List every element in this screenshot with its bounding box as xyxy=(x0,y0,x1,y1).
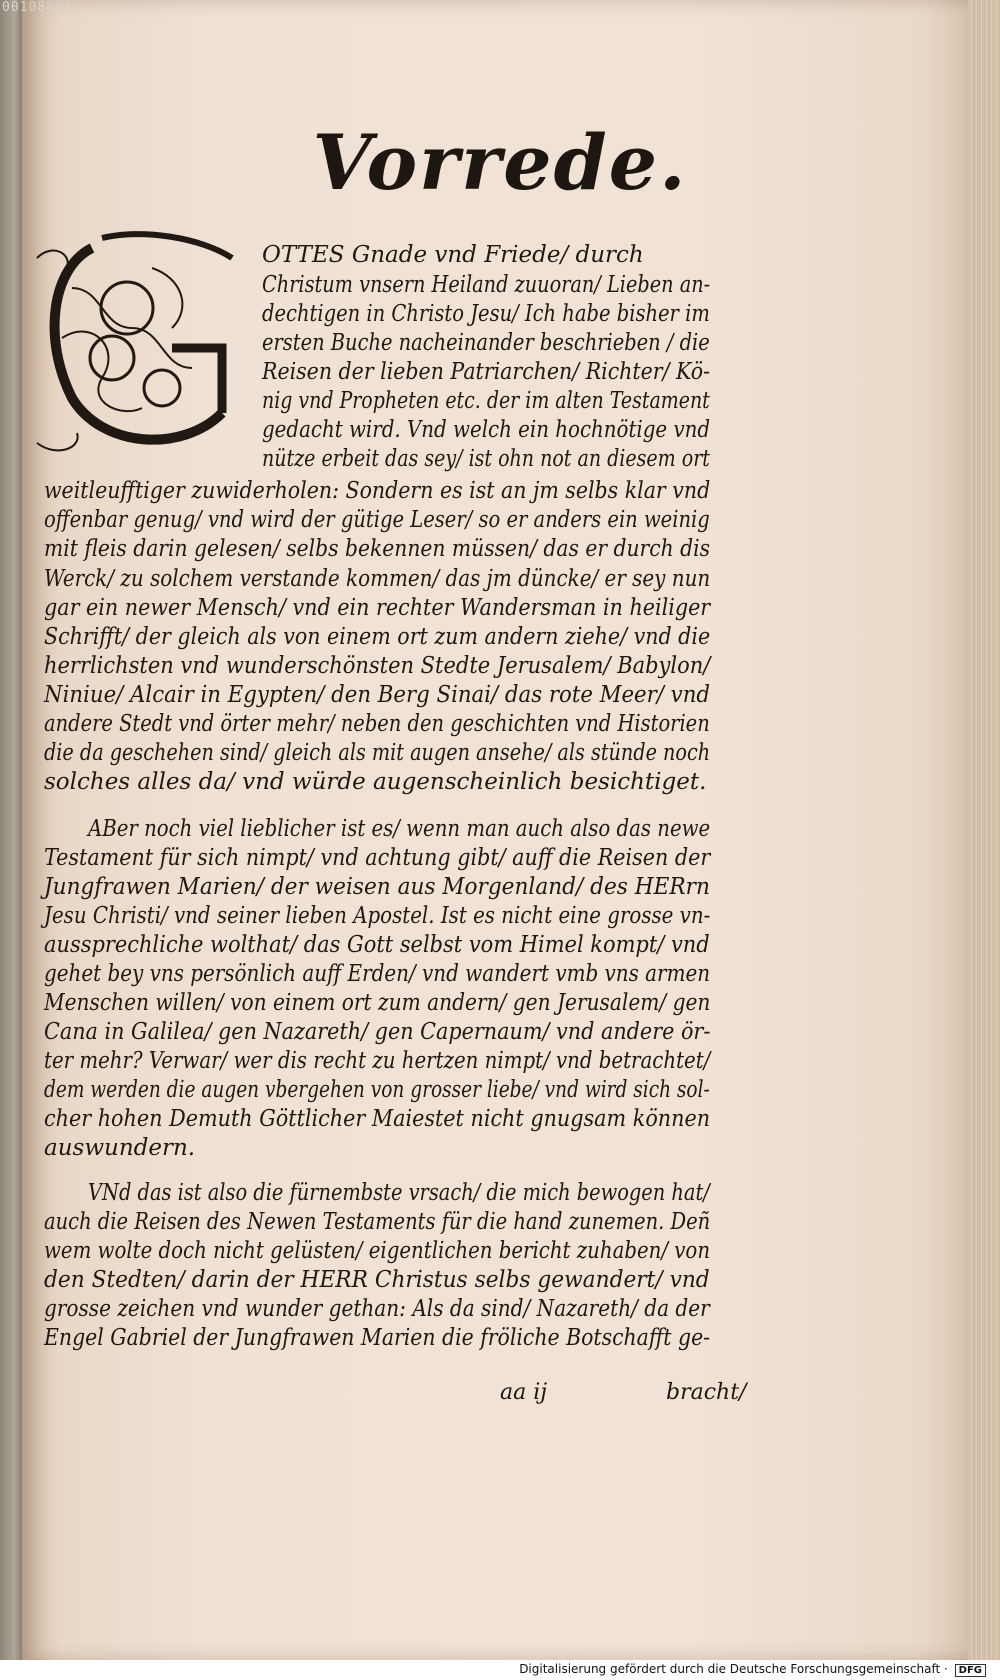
text-line: herrlichsten vnd wunderschönsten Stedte Jerusalem/ Babylon/ xyxy=(44,653,711,679)
footer-text: Digitalisierung gefördert durch die Deutsche Forschungsgemeinschaft · xyxy=(519,1662,948,1676)
footer-credit xyxy=(519,1662,986,1677)
page-stack-edges xyxy=(968,0,1000,1660)
text-line: offenbar genug/ vnd wird der gütige Leser/ so er anders ein weinig xyxy=(44,507,710,533)
text-line: Cana in Galilea/ gen Nazareth/ gen Capernaum/ vnd andere ör- xyxy=(44,1019,711,1045)
dfg-logo: DFG xyxy=(955,1664,986,1677)
text-line: VNd das ist also die fürnembste vrsach/ die mich bewogen hat/ xyxy=(88,1180,710,1206)
text-line: Engel Gabriel der Jungfrawen Marien die fröliche Botschafft ge- xyxy=(44,1325,711,1351)
footer-bar xyxy=(0,1660,1000,1680)
text-line: gar ein newer Mensch/ vnd ein rechter Wandersman in heiliger xyxy=(44,595,711,621)
text-line: wem wolte doch nicht gelüsten/ eigentlichen bericht zuhaben/ von xyxy=(44,1238,711,1264)
text-line: auswundern. xyxy=(44,1135,196,1161)
text-line: aussprechliche wolthat/ das Gott selbst vom Himel kompt/ vnd xyxy=(44,932,710,958)
text-line: cher hohen Demuth Göttlicher Maiestet nicht gnugsam können xyxy=(44,1106,711,1132)
text-line: ter mehr? Verwar/ wer dis recht zu hertzen nimpt/ vnd betrachtet/ xyxy=(44,1048,711,1074)
text-line: Jesu Christi/ vnd seiner lieben Apostel. Ist es nicht eine grosse vn- xyxy=(44,903,711,929)
page-title: Vorrede. xyxy=(312,118,688,207)
text-line: OTTES Gnade vnd Friede/ durch xyxy=(262,242,644,268)
text-line: Jungfrawen Marien/ der weisen aus Morgenland/ des HERrn xyxy=(44,874,710,900)
text-line: andere Stedt vnd örter mehr/ neben den geschichten vnd Historien xyxy=(44,711,710,737)
text-line: Reisen der lieben Patriarchen/ Richter/ Kö- xyxy=(262,359,711,385)
text-line: ersten Buche nacheinander beschrieben / die xyxy=(262,330,710,356)
text-line: dem werden die augen vbergehen von grosser liebe/ vnd wird sich sol- xyxy=(44,1077,710,1103)
text-line: ABer noch viel lieblicher ist es/ wenn man auch also das newe xyxy=(88,816,711,842)
text-line: nig vnd Propheten etc. der im alten Testament xyxy=(262,388,710,414)
text-line: Werck/ zu solchem verstande kommen/ das jm düncke/ er sey nun xyxy=(44,566,711,592)
text-line: auch die Reisen des Newen Testaments für die hand zunemen. Deñ xyxy=(44,1209,711,1235)
initial-ornament-icon xyxy=(32,228,248,460)
text-line: mit fleis darin gelesen/ selbs bekennen müssen/ das er durch dis xyxy=(44,536,710,562)
text-line: die da geschehen sind/ gleich als mit augen ansehe/ als stünde noch xyxy=(44,740,711,766)
text-line: grosse zeichen vnd wunder gethan: Als da sind/ Nazareth/ da der xyxy=(44,1296,710,1322)
decorated-initial xyxy=(32,228,248,460)
text-line: Testament für sich nimpt/ vnd achtung gibt/ auff die Reisen der xyxy=(44,845,711,871)
book-cover-edge xyxy=(0,0,24,1660)
text-line: den Stedten/ darin der HERR Christus selbs gewandert/ vnd xyxy=(44,1267,710,1293)
text-line: solches alles da/ vnd würde augenscheinlich besichtiget. xyxy=(44,769,707,795)
text-line: Schrifft/ der gleich als von einem ort zum andern ziehe/ vnd die xyxy=(44,624,711,650)
signature-mark: aa ij xyxy=(500,1380,548,1405)
text-line: Menschen willen/ von einem ort zum andern/ gen Jerusalem/ gen xyxy=(44,990,711,1016)
text-line: gehet bey vns persönlich auff Erden/ vnd wandert vmb vns armen xyxy=(44,961,711,987)
catchword: bracht/ xyxy=(666,1380,747,1405)
text-line: Niniue/ Alcair in Egypten/ den Berg Sinai/ das rote Meer/ vnd xyxy=(44,682,710,708)
text-line: weitleufftiger zuwiderholen: Sondern es ist an jm selbs klar vnd xyxy=(44,478,711,504)
scan-id: 00108884 xyxy=(2,0,73,15)
text-line: gedacht wird. Vnd welch ein hochnötige vnd xyxy=(262,417,711,443)
text-line: nütze erbeit das sey/ ist ohn not an diesem ort xyxy=(262,446,710,472)
text-line: Christum vnsern Heiland zuuoran/ Lieben an- xyxy=(262,272,711,298)
text-line: dechtigen in Christo Jesu/ Ich habe bisher im xyxy=(262,301,710,327)
